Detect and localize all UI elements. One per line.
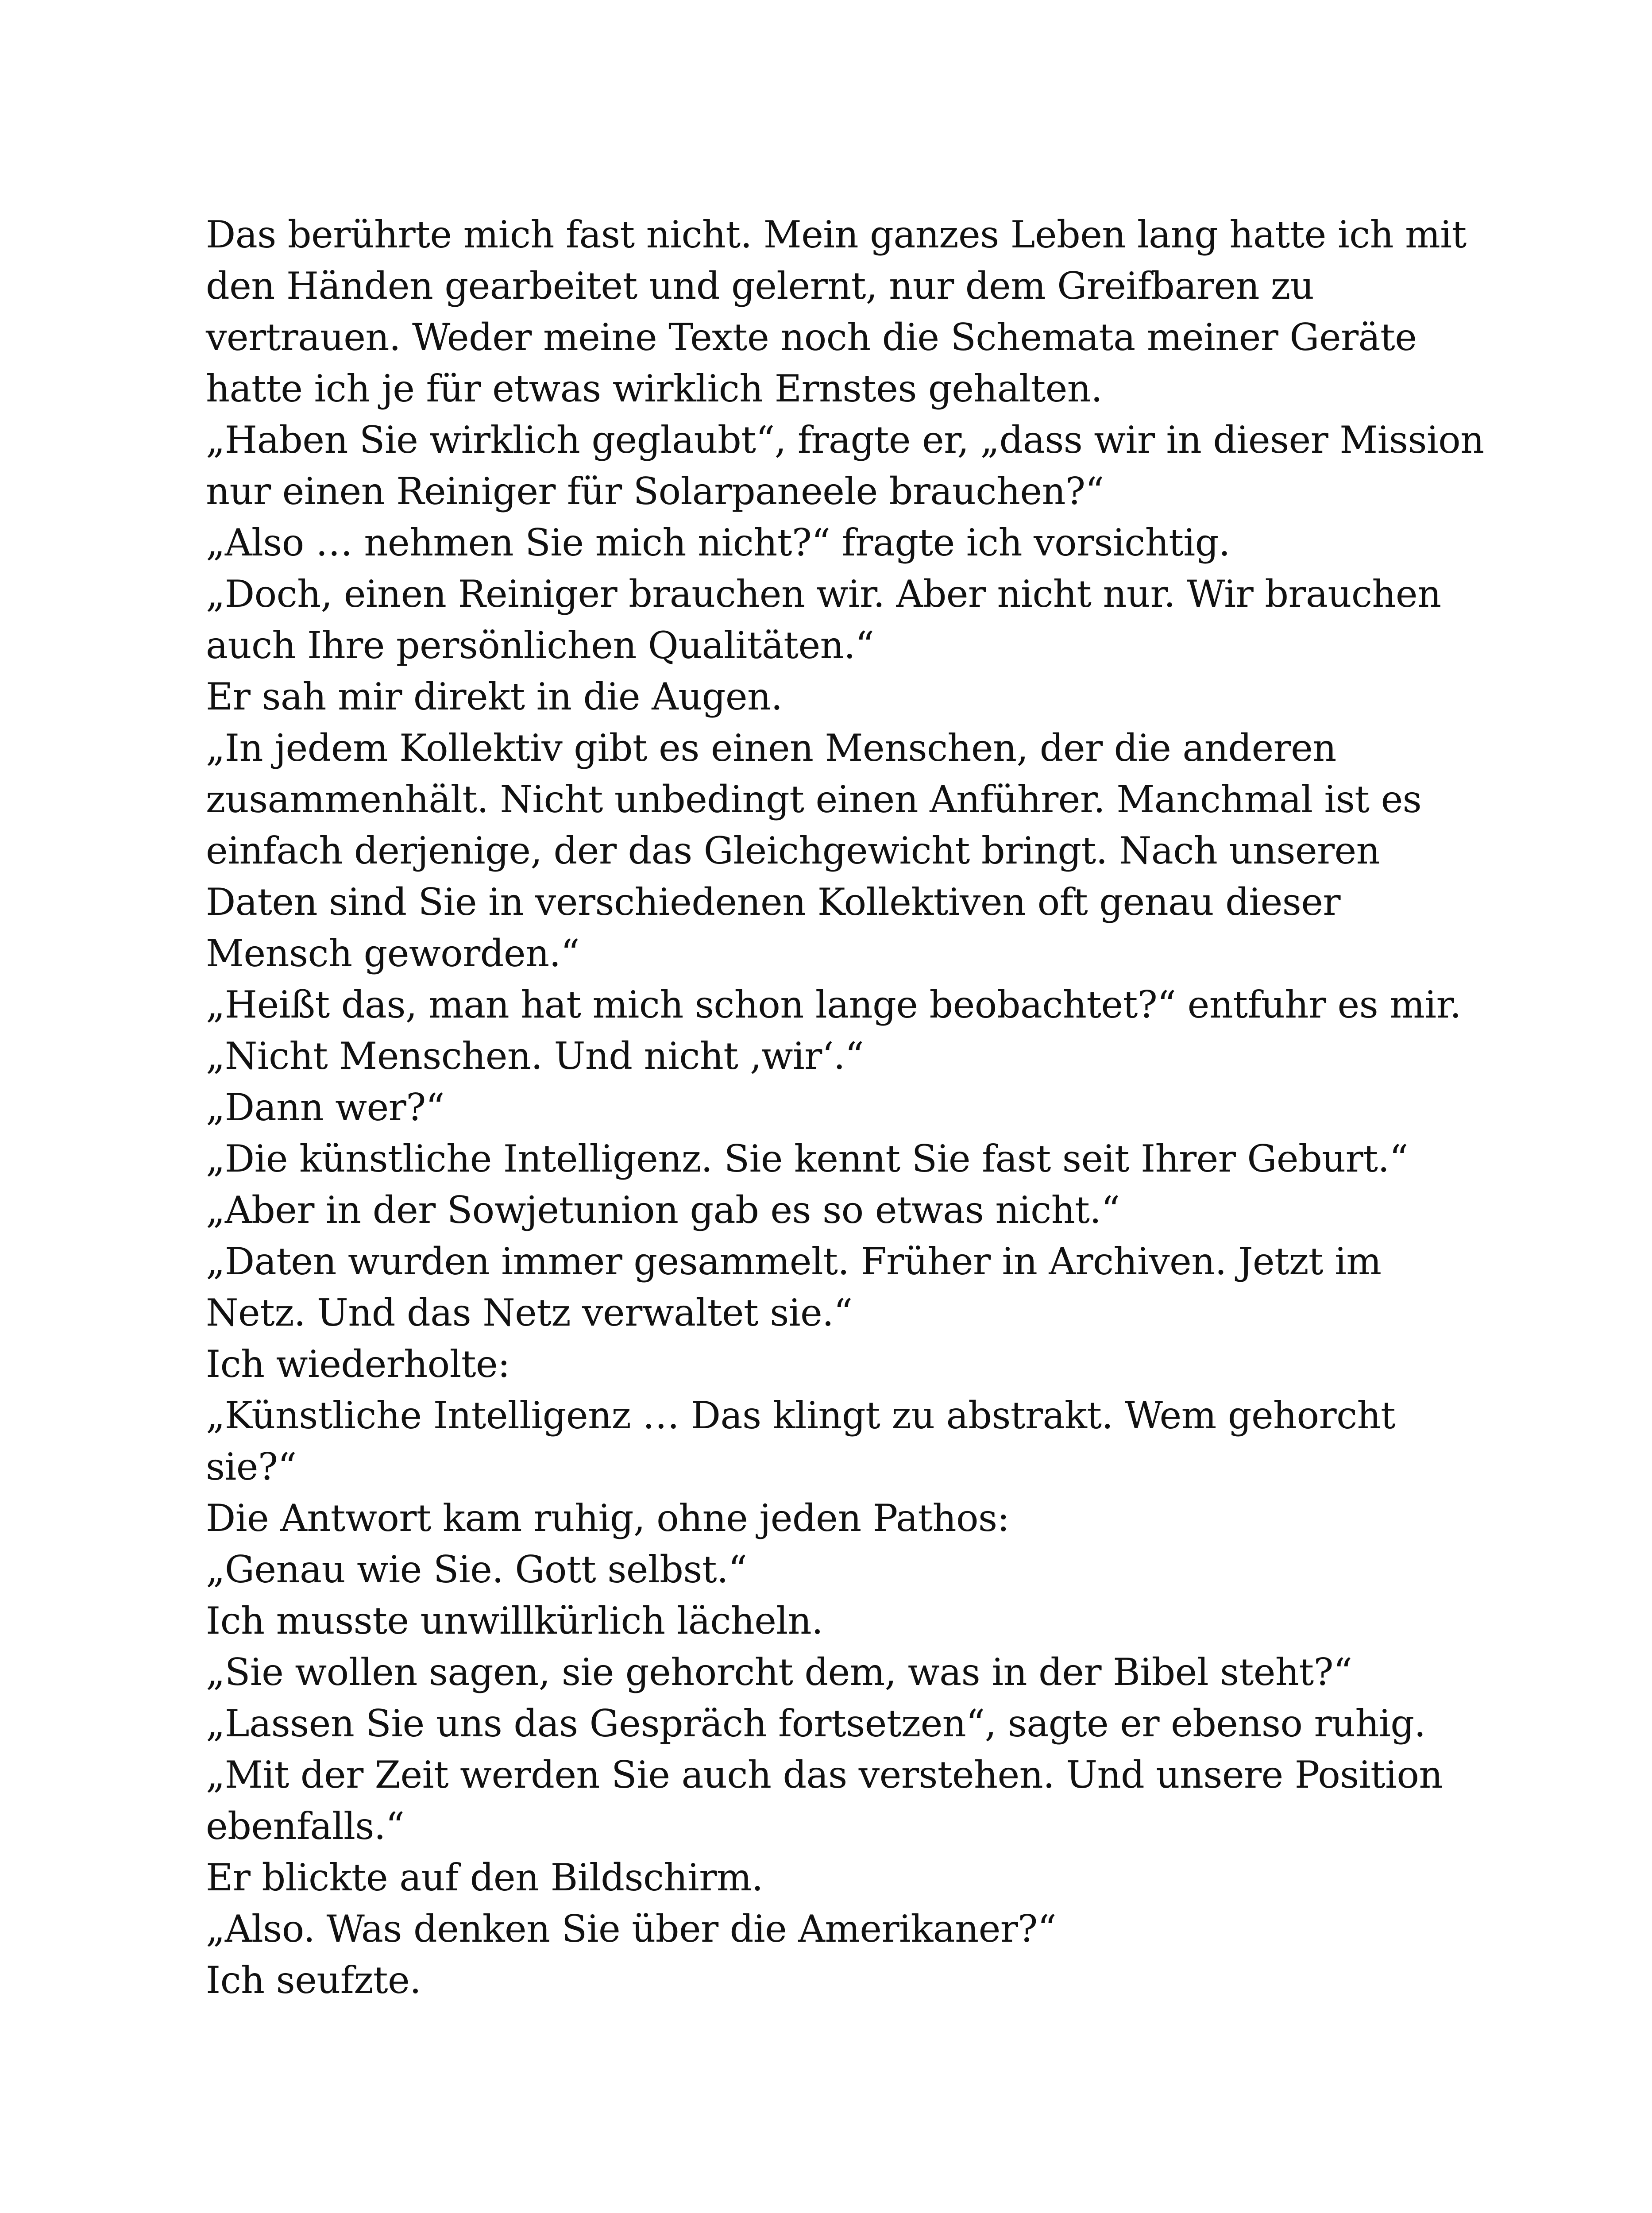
- text-line: „Genau wie Sie. Gott selbst.“: [206, 1548, 747, 1591]
- text-line: „Aber in der Sowjetunion gab es so etwas nicht.“: [206, 1188, 1120, 1232]
- text-line: Mensch geworden.“: [206, 932, 579, 975]
- text-line: „Daten wurden immer gesammelt. Früher in Archiven. Jetzt im: [206, 1240, 1382, 1283]
- text-line: „Doch, einen Reiniger brauchen wir. Aber nicht nur. Wir brauchen: [206, 572, 1441, 616]
- text-line: vertrauen. Weder meine Texte noch die Schemata meiner Geräte: [206, 316, 1417, 359]
- text-line: Ich seufzte.: [206, 1959, 421, 2002]
- text-line: Das berührte mich fast nicht. Mein ganzes Leben lang hatte ich mit: [206, 213, 1467, 256]
- text-line: einfach derjenige, der das Gleichgewicht bringt. Nach unseren: [206, 829, 1380, 872]
- text-line: nur einen Reiniger für Solarpaneele brauchen?“: [206, 470, 1104, 513]
- text-line: Ich wiederholte:: [206, 1342, 510, 1386]
- text-line: „Also. Was denken Sie über die Amerikaner?“: [206, 1907, 1057, 1951]
- text-line: „Heißt das, man hat mich schon lange beobachtet?“ entfuhr es mir.: [206, 983, 1461, 1026]
- text-line: sie?“: [206, 1445, 297, 1488]
- text-line: auch Ihre persönlichen Qualitäten.“: [206, 624, 874, 667]
- text-line: Daten sind Sie in verschiedenen Kollektiven oft genau dieser: [206, 880, 1340, 924]
- text-line: den Händen gearbeitet und gelernt, nur dem Greifbaren zu: [206, 264, 1314, 308]
- text-line: Ich musste unwillkürlich lächeln.: [206, 1599, 823, 1642]
- text-line: „In jedem Kollektiv gibt es einen Menschen, der die anderen: [206, 726, 1336, 770]
- body-text: [206, 209, 1490, 2006]
- text-line: „Lassen Sie uns das Gespräch fortsetzen“, sagte er ebenso ruhig.: [206, 1702, 1426, 1745]
- text-line: „Also … nehmen Sie mich nicht?“ fragte ich vorsichtig.: [206, 521, 1230, 564]
- text-line: „Haben Sie wirklich geglaubt“, fragte er, „dass wir in dieser Mission: [206, 418, 1484, 462]
- text-line: „Sie wollen sagen, sie gehorcht dem, was in der Bibel steht?“: [206, 1650, 1352, 1694]
- text-line: Netz. Und das Netz verwaltet sie.“: [206, 1291, 853, 1334]
- text-line: Die Antwort kam ruhig, ohne jeden Pathos:: [206, 1496, 1010, 1540]
- text-line: „Die künstliche Intelligenz. Sie kennt Sie fast seit Ihrer Geburt.“: [206, 1137, 1408, 1180]
- text-line: Er sah mir direkt in die Augen.: [206, 675, 783, 718]
- text-line: „Dann wer?“: [206, 1086, 444, 1129]
- text-line: „Mit der Zeit werden Sie auch das verstehen. Und unsere Position: [206, 1753, 1443, 1797]
- text-line: hatte ich je für etwas wirklich Ernstes gehalten.: [206, 367, 1103, 410]
- text-line: „Nicht Menschen. Und nicht ‚wir‘.“: [206, 1034, 864, 1078]
- text-line: zusammenhält. Nicht unbedingt einen Anführer. Manchmal ist es: [206, 778, 1422, 821]
- text-line: ebenfalls.“: [206, 1804, 405, 1848]
- text-line: „Künstliche Intelligenz … Das klingt zu abstrakt. Wem gehorcht: [206, 1394, 1396, 1437]
- text-line: Er blickte auf den Bildschirm.: [206, 1856, 763, 1899]
